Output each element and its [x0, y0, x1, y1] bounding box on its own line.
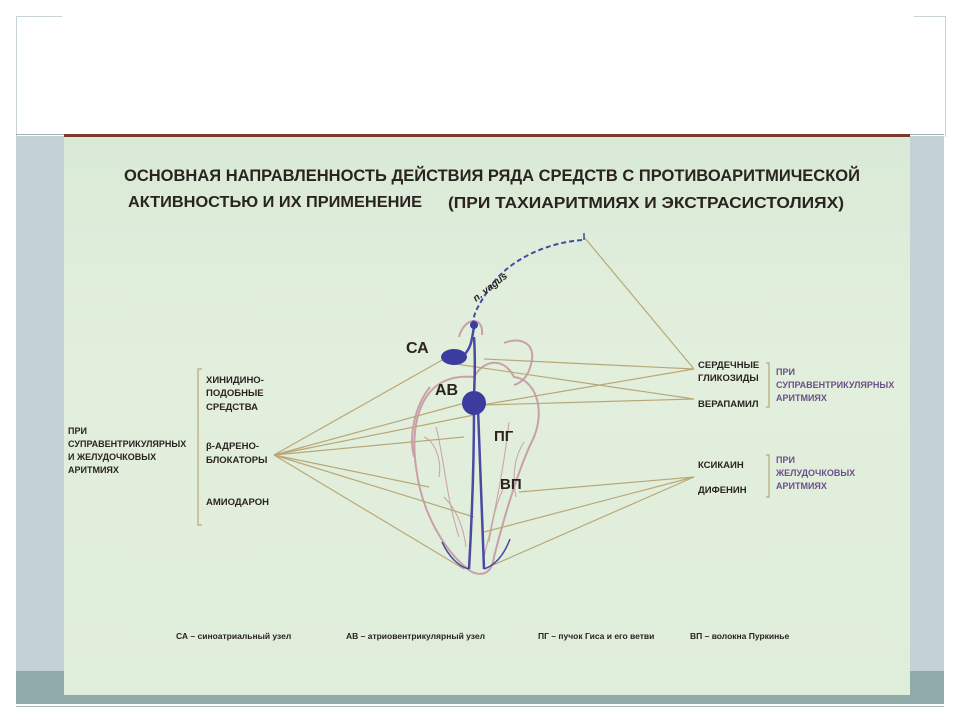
title-line-2: АКТИВНОСТЬЮ И ИХ ПРИМЕНЕНИЕ [128, 194, 423, 211]
legend-sa: СА – синоатриальный узел [176, 631, 292, 641]
legend [176, 631, 790, 641]
right-upper-bracket [766, 363, 769, 407]
label-pg: ПГ [494, 428, 514, 445]
right-upper-group [698, 360, 894, 410]
right-upper-drug-1: СЕРДЕЧНЫЕ [698, 360, 760, 371]
label-vagus: n. vagus [471, 270, 510, 305]
vagus-ending [470, 321, 478, 329]
slide-frame-top [16, 16, 946, 137]
left-indication-3: И ЖЕЛУДОЧКОВЫХ [68, 452, 157, 462]
diagram-canvas [64, 137, 910, 695]
label-sa: СА [406, 340, 429, 357]
left-indication-1: ПРИ [68, 426, 87, 436]
label-vp: ВП [500, 476, 522, 493]
title-line-1: ОСНОВНАЯ НАПРАВЛЕННОСТЬ ДЕЙСТВИЯ РЯДА СРЕДСТВ С ПРОТИВОАРИТМИЧЕСКОЙ [124, 166, 860, 185]
left-indication-4: АРИТМИЯХ [68, 465, 119, 475]
left-drug-5: БЛОКАТОРЫ [206, 455, 268, 466]
title-line-2-parenthetical: (ПРИ ТАХИАРИТМИЯХ И ЭКСТРАСИСТОЛИЯХ) [448, 195, 844, 212]
bottom-rule [16, 706, 944, 707]
right-lower-indication-3: АРИТМИЯХ [776, 481, 827, 491]
av-node [462, 391, 486, 415]
left-drug-3: СРЕДСТВА [206, 402, 258, 413]
left-bracket [198, 369, 202, 525]
right-lower-drug-2: ДИФЕНИН [698, 485, 747, 496]
right-lower-drug-1: КСИКАИН [698, 460, 744, 471]
legend-vp: ВП – волокна Пуркинье [690, 631, 790, 641]
right-upper-indication-2: СУПРАВЕНТРИКУЛЯРНЫХ [776, 380, 895, 390]
left-drug-6: АМИОДАРОН [206, 497, 269, 508]
sa-node [441, 349, 467, 365]
frame-gap [62, 14, 914, 18]
right-lower-group [698, 455, 855, 497]
right-upper-drug-2: ГЛИКОЗИДЫ [698, 373, 759, 384]
legend-av: АВ – атриовентрикулярный узел [346, 631, 486, 641]
right-lower-bracket [766, 455, 769, 497]
right-lower-indication-2: ЖЕЛУДОЧКОВЫХ [776, 468, 856, 478]
right-upper-indication-3: АРИТМИЯХ [776, 393, 827, 403]
right-lower-indication-1: ПРИ [776, 455, 795, 465]
diagram-slide [64, 134, 910, 695]
left-drug-4: β-АДРЕНО- [206, 441, 260, 452]
left-drug-1: ХИНИДИНО- [206, 375, 264, 386]
left-indication-2: СУПРАВЕНТРИКУЛЯРНЫХ [68, 439, 187, 449]
left-drug-group [68, 369, 269, 525]
right-upper-drug-3: ВЕРАПАМИЛ [698, 399, 759, 410]
label-av: АВ [435, 382, 459, 399]
legend-pg: ПГ – пучок Гиса и его ветви [538, 631, 655, 641]
right-upper-indication-1: ПРИ [776, 367, 795, 377]
left-drug-2: ПОДОБНЫЕ [206, 388, 264, 399]
